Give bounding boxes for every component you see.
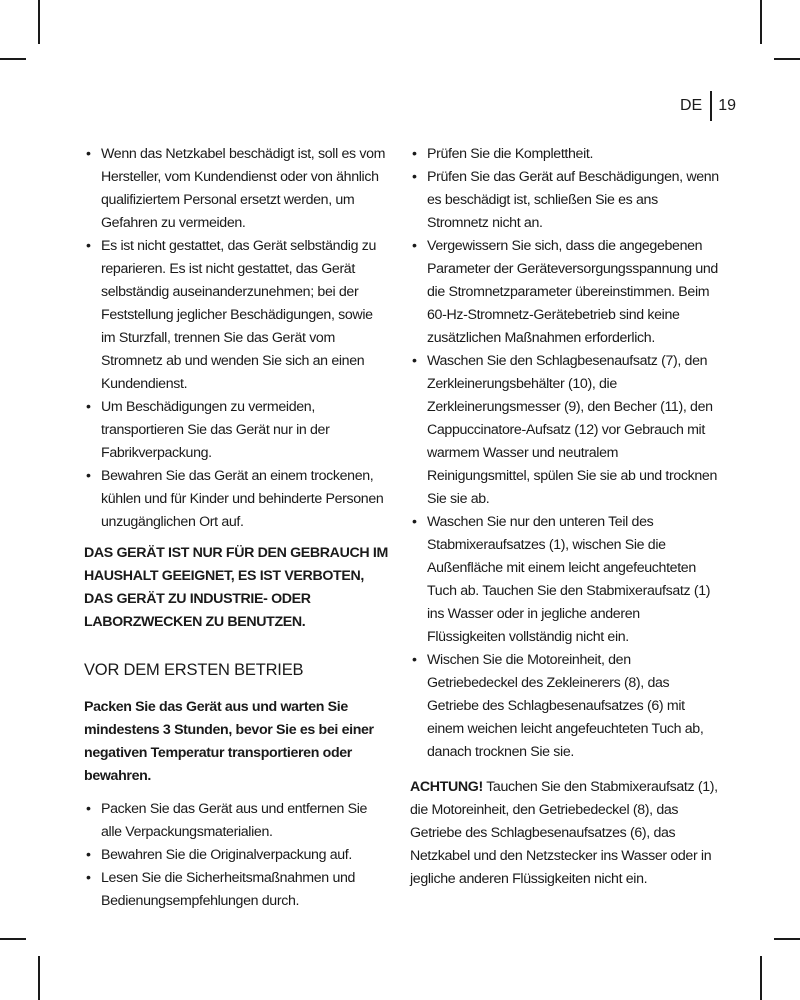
section-title: VOR DEM ERSTEN BETRIEB bbox=[84, 661, 304, 679]
page-number: 19 bbox=[718, 97, 736, 114]
list-item: • Es ist nicht gestattet, das Gerät selbständig zu reparieren. Es ist nicht gestattet, das Gerät selbständig auseinanderzunehmen; bei der Feststellung jeglicher Beschädigungen, sowie im Sturzfall, trennen Sie das Gerät vom Stromnetz ab und wenden Sie sich an einen Kundendienst. bbox=[84, 235, 390, 396]
list-item: • Packen Sie das Gerät aus und entfernen Sie alle Verpackungsmaterialien. bbox=[84, 798, 390, 844]
list-item: • Bewahren Sie das Gerät an einem trockenen, kühlen und für Kinder und behinderte Personen unzugänglichen Ort auf. bbox=[84, 465, 390, 534]
preparation-list bbox=[410, 143, 720, 764]
list-item: • Waschen Sie den Schlagbesenaufsatz (7), den Zerkleinerungsbehälter (10), die Zerkleinerungsmesser (9), den Becher (11), den Cappuccinatore-Aufsatz (12) vor Gebrauch mit warmem Wasser und neutralem Reinigungsmittel, spülen Sie sie ab und trocknen Sie sie ab. bbox=[410, 350, 720, 511]
crop-mark-bottom-right bbox=[760, 956, 762, 1000]
temperature-notice: Packen Sie das Gerät aus und warten Sie mindestens 3 Stunden, bevor Sie es bei einer negativen Temperatur transportieren oder bewahren. bbox=[84, 699, 374, 784]
household-warning: DAS GERÄT IST NUR FÜR DEN GEBRAUCH IM HAUSHALT GEEIGNET, ES IST VERBOTEN, DAS GERÄT ZU INDUSTRIE- ODER LABORZWECKEN ZU BENUTZEN. bbox=[84, 545, 388, 630]
list-item: • Vergewissern Sie sich, dass die angegebenen Parameter der Geräteversorgungsspannung und die Stromnetzparameter übereinstimmen. Beim 60-Hz-Stromnetz-Gerätebetrieb sind keine zusätzlichen Maßnahmen erforderlich. bbox=[410, 235, 720, 350]
list-item: • Bewahren Sie die Originalverpackung auf. bbox=[84, 844, 390, 867]
crop-mark-top-left-h bbox=[0, 58, 26, 60]
list-item: • Wenn das Netzkabel beschädigt ist, soll es vom Hersteller, vom Kundendienst oder von ähnlich qualifiziertem Personal ersetzt werden, um Gefahren zu vermeiden. bbox=[84, 143, 390, 235]
language-code: DE bbox=[679, 97, 703, 114]
list-item: • Waschen Sie nur den unteren Teil des Stabmixeraufsatzes (1), wischen Sie die Außenfläche mit einem leicht angefeuchteten Tuch ab. Tauchen Sie den Stabmixeraufsatz (1) ins Wasser oder in jegliche anderen Flüssigkeiten vollständig nicht ein. bbox=[410, 511, 720, 649]
crop-mark-top-right bbox=[760, 0, 762, 44]
safety-list bbox=[84, 143, 390, 534]
header-divider bbox=[710, 91, 712, 121]
left-column bbox=[84, 143, 390, 913]
list-item: • Lesen Sie die Sicherheitsmaßnahmen und Bedienungsempfehlungen durch. bbox=[84, 867, 390, 913]
crop-mark-top-left bbox=[38, 0, 40, 44]
crop-mark-bottom-right-h bbox=[774, 938, 800, 940]
unpacking-list bbox=[84, 798, 390, 913]
list-item: • Prüfen Sie die Komplettheit. bbox=[410, 143, 720, 166]
attention-text: Tauchen Sie den Stabmixeraufsatz (1), die Motoreinheit, den Getriebedeckel (8), das Getriebe des Schlagbesenaufsatzes (6), das Netzkabel und den Netzstecker ins Wasser oder in jegliche anderen Flüssigkeiten nicht ein. bbox=[410, 779, 718, 887]
right-column bbox=[410, 143, 720, 891]
attention-note bbox=[410, 776, 720, 891]
list-item: • Wischen Sie die Motoreinheit, den Getriebedeckel des Zekleinerers (8), das Getriebe des Schlagbesenaufsatzes (6) mit einem weichen leicht angefeuchteten Tuch ab, danach trocknen Sie sie. bbox=[410, 649, 720, 764]
crop-mark-bottom-left bbox=[38, 956, 40, 1000]
crop-mark-top-right-h bbox=[774, 58, 800, 60]
list-item: • Um Beschädigungen zu vermeiden, transportieren Sie das Gerät nur in der Fabrikverpackung. bbox=[84, 396, 390, 465]
list-item: • Prüfen Sie das Gerät auf Beschädigungen, wenn es beschädigt ist, schließen Sie es ans Stromnetz nicht an. bbox=[410, 166, 720, 235]
page-header bbox=[680, 92, 736, 120]
crop-mark-bottom-left-h bbox=[0, 938, 26, 940]
attention-label: ACHTUNG! bbox=[410, 779, 483, 795]
